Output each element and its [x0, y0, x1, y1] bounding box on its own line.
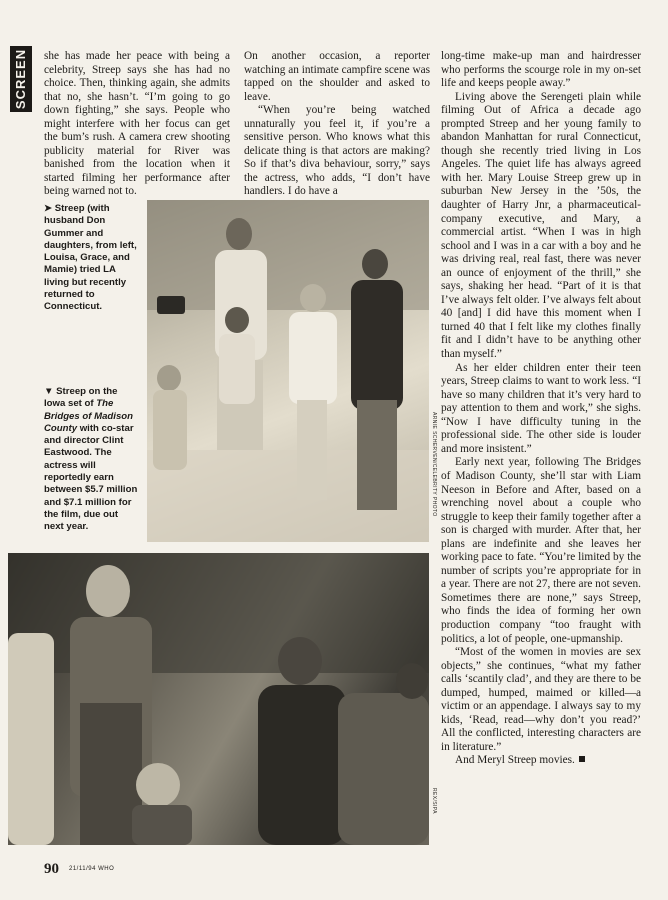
film-set-photo-figures — [8, 553, 429, 845]
page-number: 90 — [44, 861, 59, 877]
paragraph: Early next year, following The Bridges of Madison County, she’ll star with Liam Neeson in Before and After, based on a wrenching novel about a couple who struggle to keep their family together after a son is charged with murder. After that, her plans are indefinite and she leaves her working pace to fate. “You’re limited by the number of scripts you’re appropriate for in a year. There are not 27, there are not seven. Sometimes there are none,” says Streep, who finds the idea of forming her own production company “too fraught with politics, a lot of people, one-upmanship. — [441, 456, 641, 645]
column-3 — [441, 50, 641, 768]
column-1 — [44, 50, 230, 199]
section-tab — [10, 46, 32, 112]
caption-film-title: The Bridges of Madison County — [44, 398, 134, 434]
column-2 — [244, 50, 430, 199]
closing-paragraph — [441, 754, 641, 768]
paragraph: long-time make-up man and hairdresser who performs the scourge role in my on-set life and keeps people away.” — [441, 50, 641, 90]
family-photo-figures — [147, 200, 429, 542]
family-photo — [147, 200, 429, 542]
caption-text: with co-star and director Clint Eastwood. The actress will reportedly earn between $5.7 million and $7.1 million for the film, due out next year. — [44, 422, 138, 533]
caption-text: ▼ Streep on the Iowa set of — [44, 386, 118, 410]
film-set-photo — [8, 553, 429, 845]
paragraph: “Most of the women in movies are sex objects,” she continues, “what my father calls ‘scantily clad’, and they are there to be dumped, humped, maimed or killed—a victim or an appendage. I always say to my kids, ‘Read, read—why don’t you read?’ All the conflicted, interesting characters are in literature.” — [441, 646, 641, 753]
paragraph: On another occasion, a reporter watching an intimate campfire scene was tapped on the shoulder and asked to leave. — [244, 50, 431, 103]
section-label: SCREEN — [13, 48, 28, 110]
caption-set-photo — [44, 386, 140, 534]
issue-date: 21/11/94 WHO — [69, 866, 115, 872]
photo-credit: ARNIE SCHERVEN/CELEBRITY PHOTO — [431, 412, 437, 517]
paragraph: Living above the Serengeti plain while filming Out of Africa a decade ago prompted Streep and her young family to abandon Manhattan for rural Connecticut, though she recently tried living in Los Angeles. The quiet life has always agreed with her. Mary Louise Streep grew up in suburban New Jersey in the ’50s, the daughter of Harry Jnr, a pharmaceutical-company executive, and Mary, a commercial artist. “When I was in high school and I was in a car with a boy and he was driving real, real fast, there was never an ounce of enjoyment of the thrill,” she says, shaking her head. “Part of it is that I’ve always felt older. I’ve always felt about 40 [and] I did have this moment when I turned 40 that I felt like my clothes finally fit and I didn’t have to be anything other than myself.” — [441, 90, 641, 361]
paragraph: “When you’re being watched unnaturally you feel it, if you’re a sensitive person. Who knows what this delicate thing is that actors are making? So if that’s diva behaviour, sorry,” says the actress, who adds, “I don’t have handlers. I do have a — [244, 104, 430, 198]
closing-text: And Meryl Streep movies. — [455, 754, 575, 767]
paragraph: As her elder children enter their teen years, Streep claims to want to work less. “I have so many children that it’s very hard to pay attention to them and work,” she sighs. “Now I have difficulty tuning in the professional side. The other side is louder and more insistent.” — [441, 361, 641, 455]
end-mark — [579, 756, 585, 762]
photo-credit: REX/SIPA — [431, 788, 437, 814]
caption-family-photo: ➤ Streep (with husband Don Gummer and daughters, from left, Louisa, Grace, and Mamie) tried LA living but recently returned to Connecticut. — [44, 203, 137, 313]
paragraph: she has made her peace with being a celebrity, Streep says she has had no choice. Then, thinking again, she admits that no, she hasn’t. “I’m going to go down fighting,” she says. People who might interfere with her focus can get the bum’s rush. A camera crew shooting publicity material for River was banished from the location when it started filming her performance after being warned not to. — [44, 50, 230, 198]
